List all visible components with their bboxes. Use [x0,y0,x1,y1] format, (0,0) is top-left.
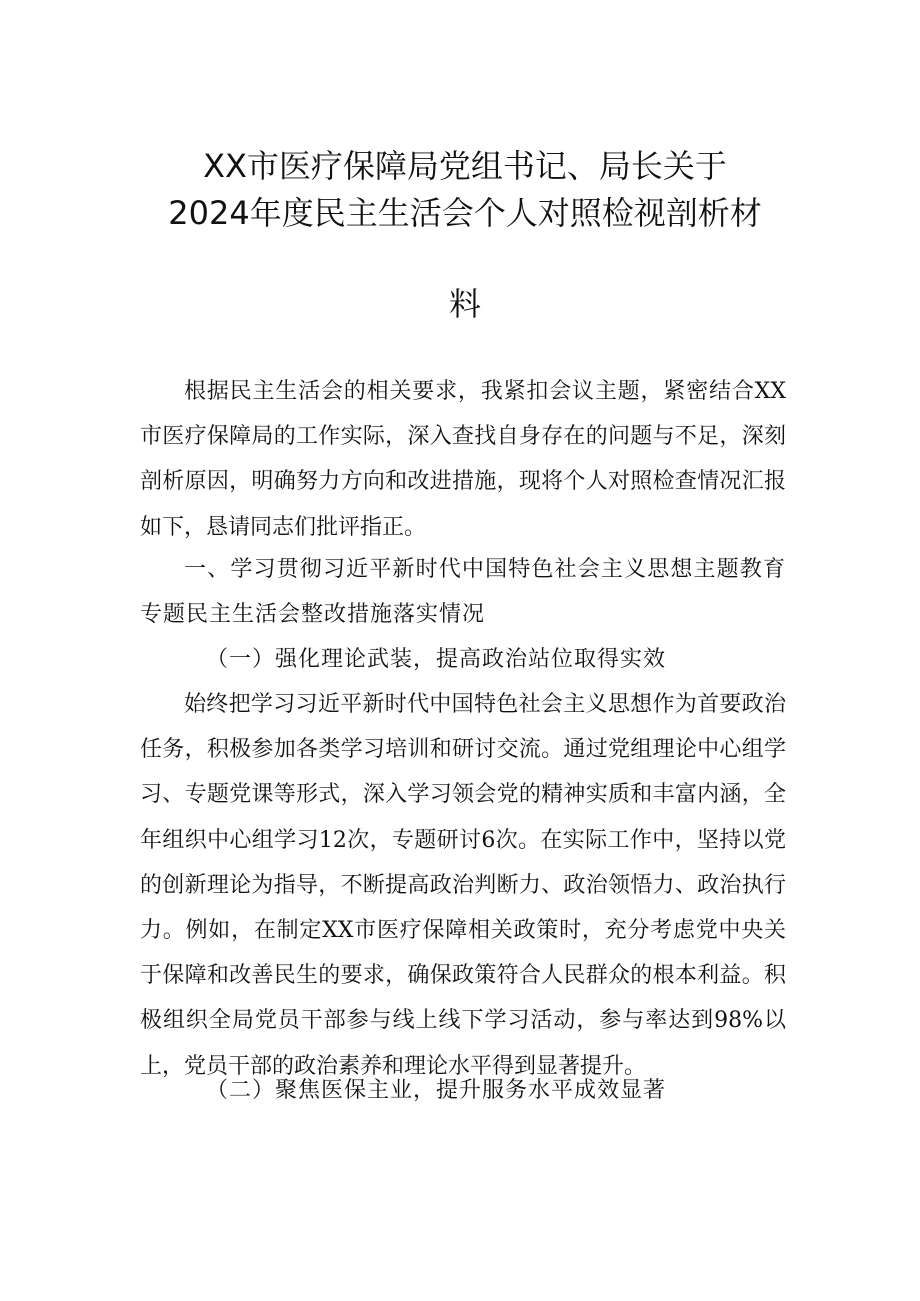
subsection-2-heading: （二）聚焦医保主业，提升服务水平成效显著 [206,1078,667,1103]
subsection-1-body: 始终把学习习近平新时代中国特色社会主义思想作为首要政治任务，积极参加各类学习培训和研讨交流。通过党组理论中心组学习、专题党课等形式，深入学习领会党的精神实质和丰富内涵，全年组织中心组学习12次，专题研讨6次。在实际工作中，坚持以党的创新理论为指导，不断提高政治判断力、政治领悟力、政治执行力。例如，在制定XX市医疗保障相关政策时，充分考虑党中央关于保障和改善民生的要求，确保政策符合人民群众的根本利益。积极组织全局党员干部参与线上线下学习活动，参与率达到98%以上，党员干部的政治素养和理论水平得到显著提升。 [140,692,786,1079]
document-title-line-1: XX市医疗保障局党组书记、局长关于 [203,147,727,185]
document-title-line-3: 料 [448,285,481,323]
intro-paragraph: 根据民主生活会的相关要求，我紧扣会议主题，紧密结合XX市医疗保障局的工作实际，深入查找自身存在的问题与不足，深刻剖析原因，明确努力方向和改进措施，现将个人对照检查情况汇报如下，恳请同志们批评指正。 [140,379,786,540]
section-1-heading: 一、学习贯彻习近平新时代中国特色社会主义思想主题教育专题民主生活会整改措施落实情况 [140,557,786,628]
subsection-1-heading: （一）强化理论武装，提高政治站位取得实效 [206,647,667,672]
document-title-line-2: 2024年度民主生活会个人对照检视剖析材 [168,194,762,232]
